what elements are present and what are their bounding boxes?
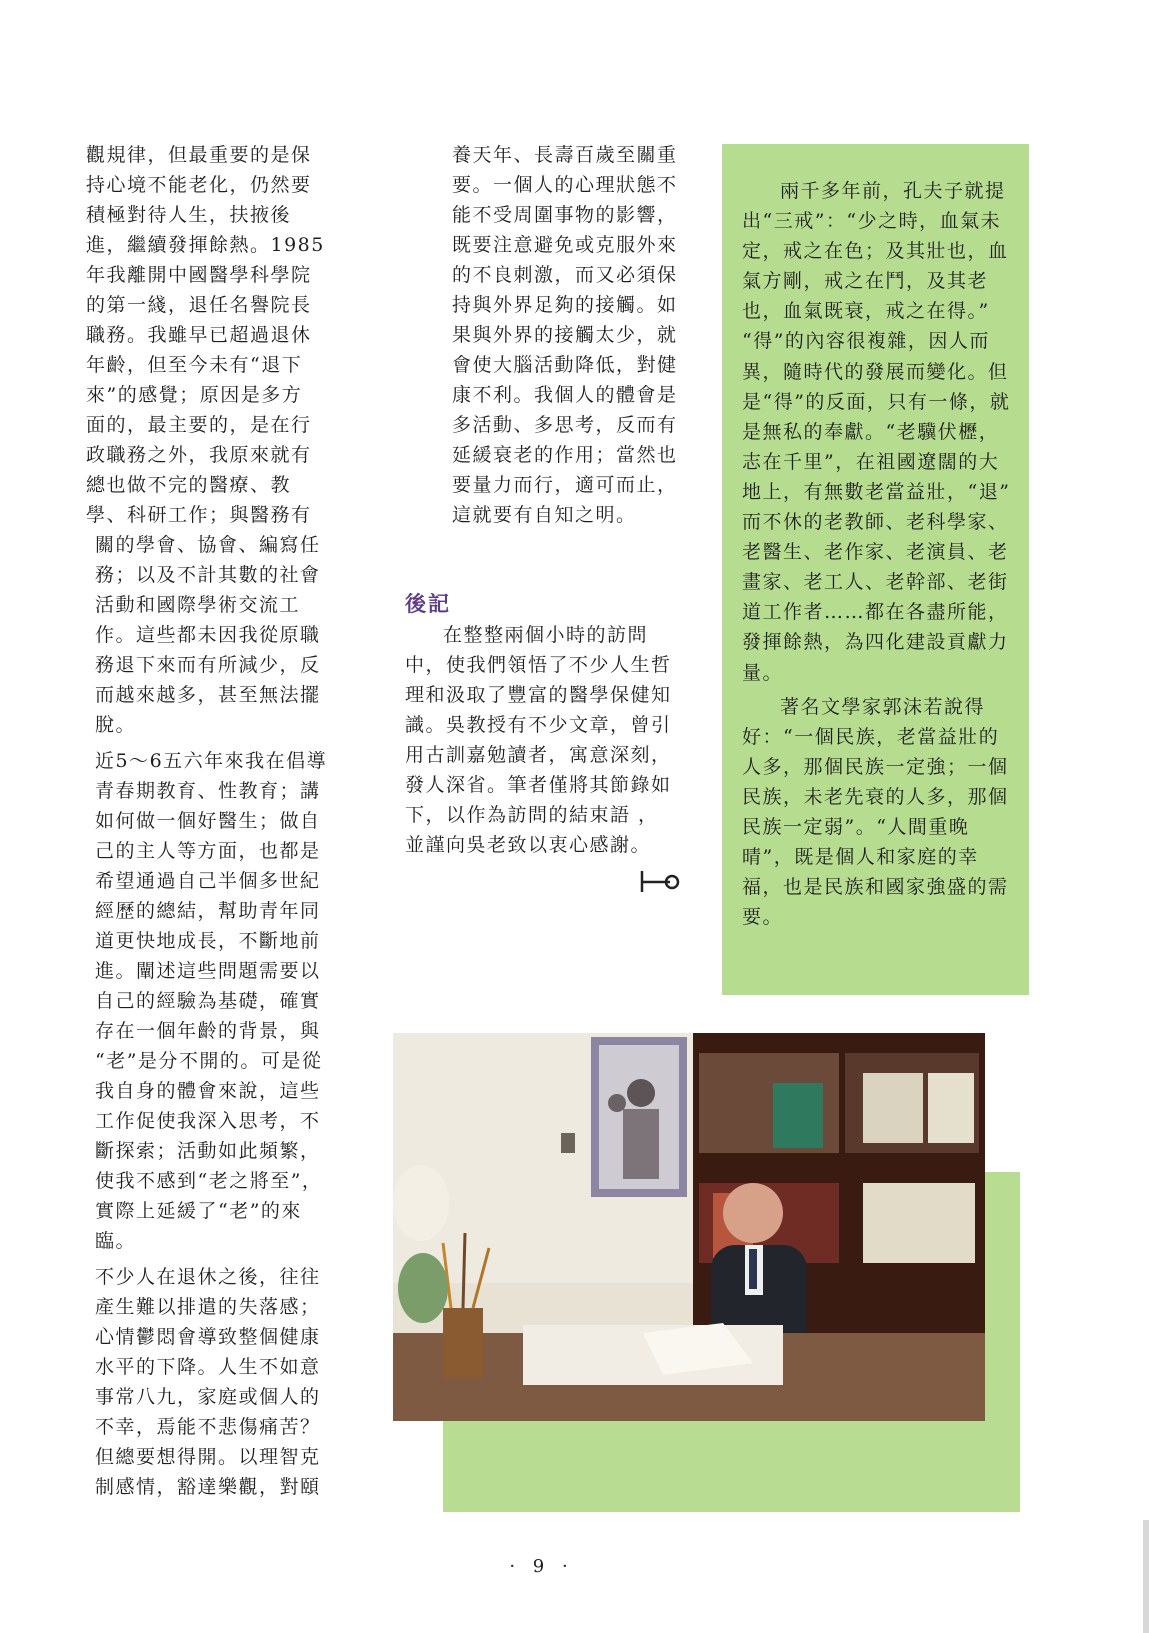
text-line: 使我不感到“老之將至”， <box>95 1170 323 1192</box>
left-paragraph-1-continued <box>86 530 336 740</box>
text-line: 年齡，但至今未有“退下 <box>86 354 303 376</box>
text-line: 多活動、多思考，反而有 <box>452 414 678 436</box>
sidebar-paragraph-1 <box>742 176 1024 688</box>
text-line: 民族一定弱”。“人間重晚 <box>742 815 970 838</box>
text-line: 希望通過自己半個多世紀 <box>95 870 321 892</box>
text-line: 面的，最主要的，是在行 <box>86 414 312 436</box>
text-line: 存在一個年齡的背景，與 <box>95 1020 321 1042</box>
text-line: 事常八九，家庭或個人的 <box>95 1386 321 1408</box>
text-line: 但總要想得開。以理智克 <box>95 1446 321 1468</box>
text-line: 觀規律，但最重要的是保 <box>86 144 312 166</box>
text-line: 而越來越多，甚至無法擺 <box>95 684 321 706</box>
text-line: “得”的內容很複雜，因人而 <box>742 330 990 353</box>
text-line: 關的學會、協會、編寫任 <box>95 534 321 556</box>
postscript-paragraph <box>405 620 685 860</box>
text-line: 量。 <box>742 661 784 684</box>
text-line: 康不利。我個人的體會是 <box>452 384 678 406</box>
text-line: “老”是分不開的。可是從 <box>95 1050 323 1072</box>
text-line: 延緩衰老的作用；當然也 <box>452 444 678 466</box>
postscript-heading: 後記 <box>405 592 451 616</box>
text-line: 是無私的奉獻。“老驥伏櫪， <box>742 420 1000 443</box>
left-paragraph-2 <box>86 746 336 1256</box>
text-line: 發揮餘熱，為四化建設貢獻力 <box>742 631 1009 654</box>
text-line: 自己的經驗為基礎，確實 <box>95 990 321 1012</box>
text-line: 異，隨時代的發展而變化。但 <box>742 360 1009 383</box>
text-line: 務；以及不計其數的社會 <box>95 564 321 586</box>
text-line: 也，血氣既衰，戒之在得。” <box>742 300 990 323</box>
text-line: 進，繼續發揮餘熱。1985 <box>86 234 325 256</box>
text-line: 理和汲取了豐富的醫學保健知 <box>405 684 672 706</box>
text-line: 工作促使我深入思考，不 <box>95 1110 321 1132</box>
text-line: 人多，那個民族一定強；一個 <box>742 755 1009 778</box>
text-line: 如何做一個好醫生；做自 <box>95 810 321 832</box>
text-line: 不幸，焉能不悲傷痛苦？ <box>95 1416 321 1438</box>
text-line: 來”的感覺；原因是多方 <box>86 384 303 406</box>
text-line: 晴”，既是個人和家庭的幸 <box>742 846 979 869</box>
text-line: 既要注意避免或克服外來 <box>452 234 678 256</box>
text-line: 而不休的老教師、老科學家、 <box>742 511 1009 534</box>
text-line: 道工作者……都在各盡所能， <box>742 601 1009 624</box>
text-line: 年我離開中國醫學科學院 <box>86 264 312 286</box>
text-line: 福，也是民族和國家強盛的需 <box>742 876 1009 899</box>
text-line: 道更快地成長，不斷地前 <box>95 930 321 952</box>
sidebar-paragraph-2 <box>742 692 1024 933</box>
text-line: 實際上延緩了“老”的來 <box>95 1200 302 1222</box>
text-line: 作。這些都未因我從原職 <box>95 624 321 646</box>
text-line: 下，以作為訪問的結束語 ， <box>405 804 659 826</box>
text-line: 志在千里”，在祖國遼闊的大 <box>742 450 1000 473</box>
middle-column <box>452 140 690 530</box>
text-line: 出“三戒”：“少之時，血氣未 <box>742 210 1002 233</box>
text-line: 能不受周圍事物的影響， <box>452 204 678 226</box>
text-line: 畫家、老工人、老幹部、老街 <box>742 571 1009 594</box>
author-signature-mark <box>640 868 682 894</box>
page-number: · 9 · <box>509 1556 574 1577</box>
text-line: 要。一個人的心理狀態不 <box>452 174 678 196</box>
text-line: 臨。 <box>95 1230 137 1252</box>
left-paragraph-1 <box>86 140 336 530</box>
text-line: 兩千多年前，孔夫子就提 <box>780 180 1006 202</box>
text-line: 青春期教育、性教育；講 <box>95 780 321 802</box>
text-line: 發人深省。筆者僅將其節錄如 <box>405 774 672 796</box>
text-line: 近5～6五六年來我在倡導 <box>95 750 328 772</box>
text-line: 這就要有自知之明。 <box>452 504 637 526</box>
text-line: 會使大腦活動降低，對健 <box>452 354 678 376</box>
text-line: 定，戒之在色；及其壯也，血 <box>742 240 1009 263</box>
text-line: 職務。我雖早已超過退休 <box>86 324 312 346</box>
text-line: 要。 <box>742 906 784 929</box>
text-line: 果與外界的接觸太少，就 <box>452 324 678 346</box>
text-line: 民族，未老先衰的人多，那個 <box>742 785 1009 808</box>
text-line: 務退下來而有所減少，反 <box>95 654 321 676</box>
left-column <box>86 140 336 1502</box>
text-line: 持心境不能老化，仍然要 <box>86 174 312 196</box>
text-line: 斷探索；活動如此頻繁， <box>95 1140 321 1162</box>
text-line: 不少人在退休之後，往往 <box>95 1266 321 1288</box>
middle-paragraph <box>452 140 690 530</box>
text-line: 識。吳教授有不少文章，曾引 <box>405 714 672 736</box>
scan-edge <box>1143 1520 1149 1633</box>
text-line: 老醫生、老作家、老演員、老 <box>742 541 1009 564</box>
text-line: 制感情，豁達樂觀，對頤 <box>95 1476 321 1498</box>
postscript-body <box>405 620 685 860</box>
text-line: 要量力而行，適可而止， <box>452 474 678 496</box>
text-line: 己的主人等方面，也都是 <box>95 840 321 862</box>
text-line: 地上，有無數老當益壯，“退” <box>742 480 1011 503</box>
text-line: 著名文學家郭沫若說得 <box>780 695 986 718</box>
text-line: 心情鬱悶會導致整個健康 <box>95 1326 321 1348</box>
photo-professor-at-desk <box>393 1033 985 1421</box>
text-line: 總也做不完的醫療、教 <box>86 474 292 496</box>
text-line: 活動和國際學術交流工 <box>95 594 301 616</box>
text-line: 水平的下降。人生不如意 <box>95 1356 321 1378</box>
text-line: 並謹向吳老致以衷心感謝。 <box>405 834 652 856</box>
text-line: 積極對待人生，扶掖後 <box>86 204 292 226</box>
text-line: 的不良刺激，而又必須保 <box>452 264 678 286</box>
text-line: 養天年、長壽百歲至關重 <box>452 144 678 166</box>
text-line: 用古訓嘉勉讀者，寓意深刻， <box>405 744 672 766</box>
text-line: 的第一綫，退任名譽院長 <box>86 294 312 316</box>
text-line: 中，使我們領悟了不少人生哲 <box>405 654 672 676</box>
text-line: 脫。 <box>95 714 137 736</box>
sidebar-text <box>742 176 1024 932</box>
text-line: 是“得”的反面，只有一條，就 <box>742 390 1011 413</box>
text-line: 氣方剛，戒之在鬥，及其老 <box>742 270 989 293</box>
text-line: 持與外界足夠的接觸。如 <box>452 294 678 316</box>
text-line: 好：“一個民族，老當益壯的 <box>742 725 1000 748</box>
text-line: 政職務之外，我原來就有 <box>86 444 312 466</box>
text-line: 學、科研工作；與醫務有 <box>86 504 312 526</box>
left-paragraph-3 <box>86 1262 336 1502</box>
text-line: 我自身的體會來說，這些 <box>95 1080 321 1102</box>
text-line: 在整整兩個小時的訪問 <box>443 624 649 646</box>
text-line: 產生難以排遣的失落感； <box>95 1296 321 1318</box>
text-line: 進。闡述這些問題需要以 <box>95 960 321 982</box>
photo-illustration <box>393 1033 985 1421</box>
text-line: 經歷的總結，幫助青年同 <box>95 900 321 922</box>
